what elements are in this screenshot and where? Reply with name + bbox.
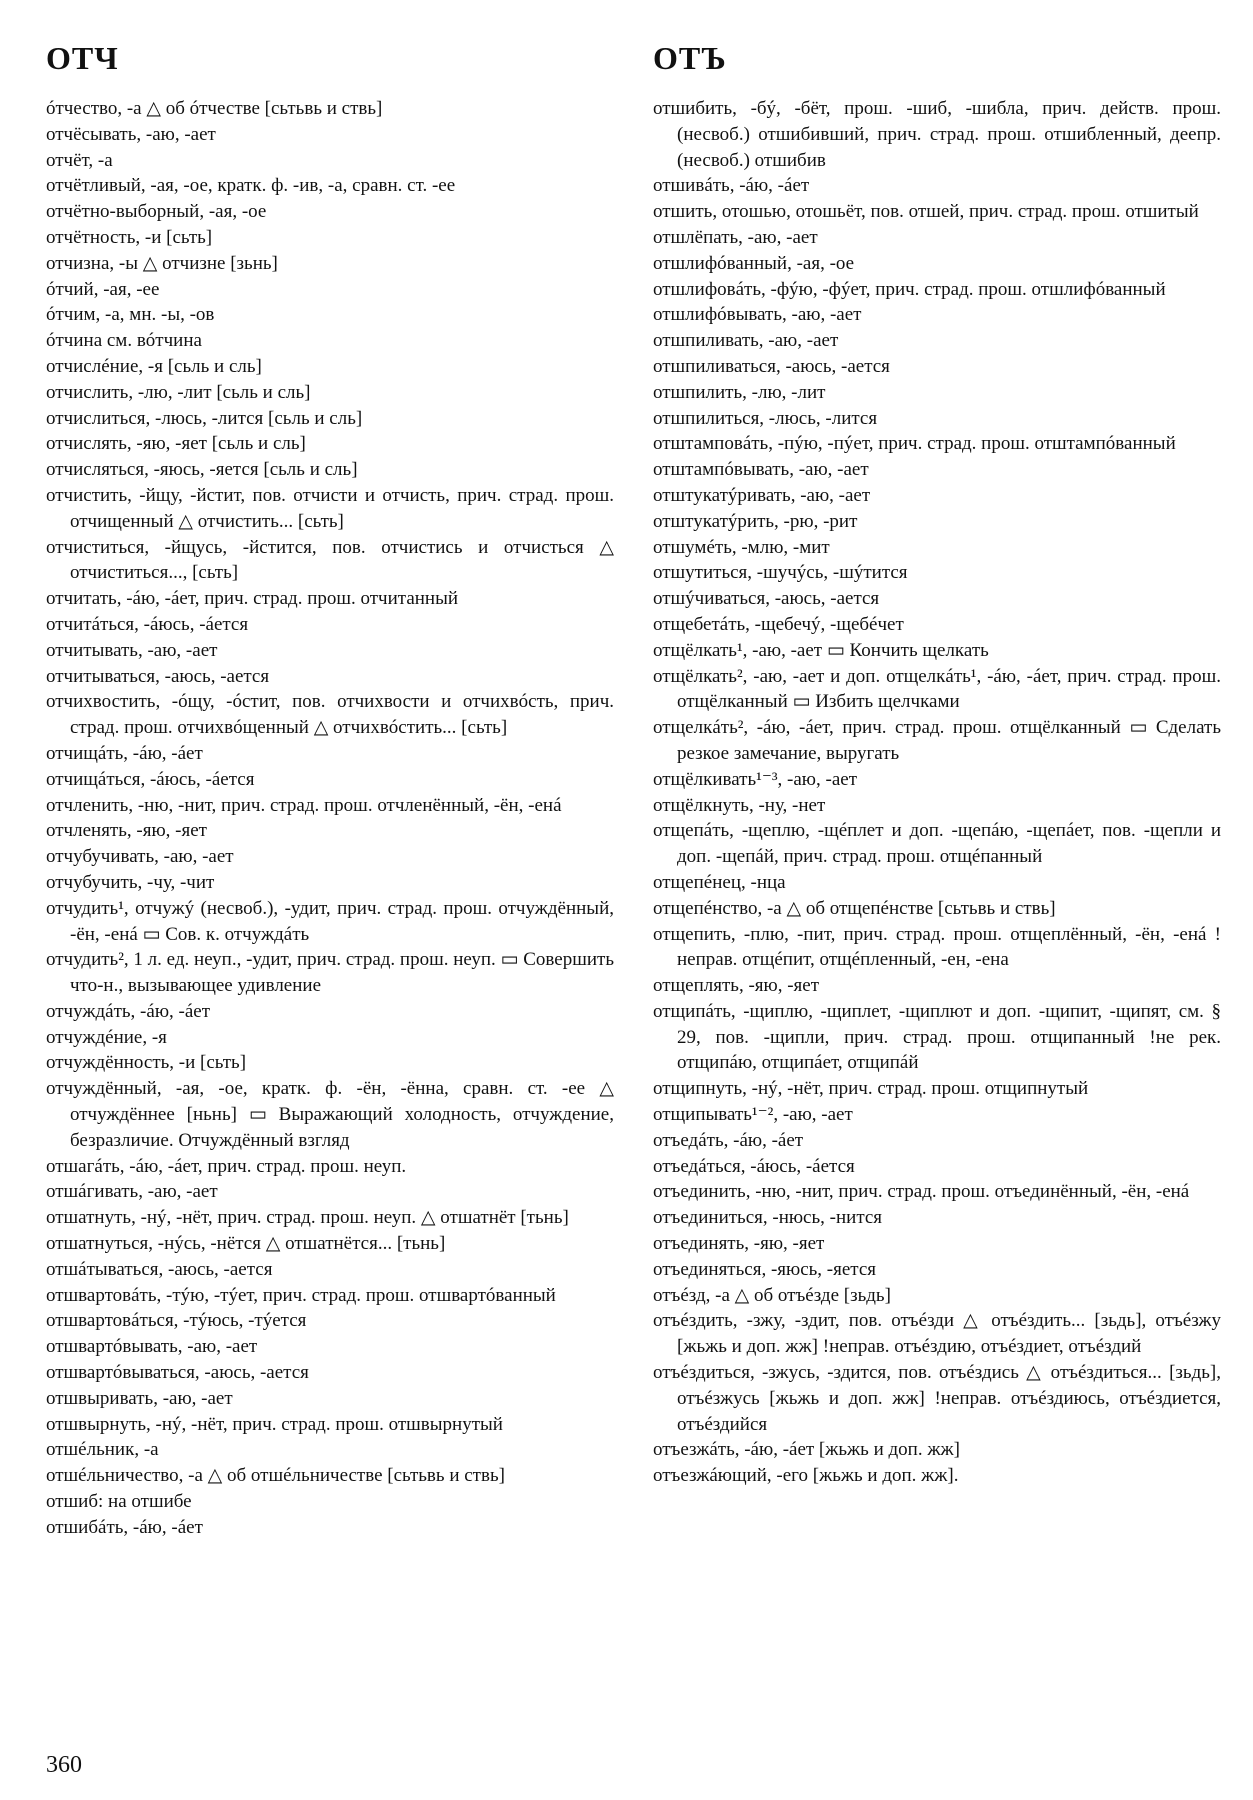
- entry-text: отчислиться, -люсь, -лится [сьль и сль]: [46, 407, 363, 429]
- dictionary-entry: [46, 1050, 614, 1076]
- entry-text: отшлифóвывать, -аю, -ает: [653, 304, 862, 326]
- entry-text: отшéльничество, -а △ об отшéльничестве [сьтьвь и ствь]: [46, 1465, 505, 1487]
- entry-text: óтчим, -а, мн. -ы, -ов: [46, 304, 215, 326]
- entry-text: отштампóвывать, -аю, -ает: [653, 459, 869, 481]
- dictionary-entry: [46, 1386, 614, 1412]
- dictionary-entry: [653, 870, 1221, 896]
- entry-text: отъéзд, -а △ об отъéзде [зьдь]: [653, 1284, 891, 1306]
- dictionary-entry: [46, 1154, 614, 1180]
- dictionary-entry: [653, 1283, 1221, 1309]
- dictionary-entry: [46, 328, 614, 354]
- dictionary-entry: [46, 793, 614, 819]
- entry-text: отшпилить, -лю, -лит: [653, 381, 826, 403]
- entry-text: отчизна, -ы △ отчизне [зьнь]: [46, 252, 278, 274]
- running-head-right: ОТЪ: [653, 40, 727, 76]
- dictionary-entry: [653, 406, 1221, 432]
- dictionary-entry: [653, 1463, 1221, 1489]
- dictionary-entry: [653, 199, 1221, 225]
- dictionary-entry: [653, 251, 1221, 277]
- dictionary-entry: [46, 818, 614, 844]
- entry-text: отштамповáть, -пýю, -пýет, прич. страд. прош. отштампóванный: [653, 433, 1176, 455]
- running-head-left: ОТЧ: [46, 40, 119, 76]
- dictionary-entry: [653, 560, 1221, 586]
- left-column: [46, 38, 614, 1541]
- entry-text: отщёлкать¹, -аю, -ает ▭ Кончить щелкать: [653, 639, 989, 661]
- dictionary-entry: [46, 638, 614, 664]
- entry-text: отчистить, -йщу, -йстит, пов. отчисти и отчисть, прич. страд. прош. отчищенный △ отчистить... [сьть]: [46, 484, 614, 532]
- entry-text: отъéздиться, -зжусь, -здится, пов. отъéздись △ отъéздиться... [зьдь], отъéзжусь [жьжь и доп. жж] !неправ. отъéздиюсь, отъéздиется, отъéздийся: [653, 1362, 1221, 1435]
- entry-text: отшýчиваться, -аюсь, -ается: [653, 588, 880, 610]
- dictionary-entry: [46, 1412, 614, 1438]
- dictionary-entry: [46, 1179, 614, 1205]
- dictionary-entry: [46, 612, 614, 638]
- entry-text: отчислéние, -я [сьль и сль]: [46, 355, 262, 377]
- dictionary-entry: [46, 277, 614, 303]
- dictionary-entry: [653, 1102, 1221, 1128]
- dictionary-entry: [653, 1257, 1221, 1283]
- dictionary-entry: [46, 844, 614, 870]
- entry-text: отчётно-выборный, -ая, -ое: [46, 201, 267, 223]
- dictionary-entry: [653, 277, 1221, 303]
- dictionary-entry: [653, 1360, 1221, 1437]
- entry-text: отчуждáть, -áю, -áет: [46, 1000, 211, 1022]
- entry-text: отщепéнец, -нца: [653, 871, 786, 893]
- entry-text: отшлифовáть, -фýю, -фýет, прич. страд. прош. отшлифóванный: [653, 278, 1166, 300]
- dictionary-entry: [653, 457, 1221, 483]
- entry-text: отщипнуть, -нý, -нёт, прич. страд. прош. отщипнутый: [653, 1078, 1089, 1100]
- entry-text: отшвартовáть, -тýю, -тýет, прич. страд. прош. отшвартóванный: [46, 1284, 556, 1306]
- entry-text: отщеплять, -яю, -яет: [653, 975, 820, 997]
- entry-text: отчленить, -ню, -нит, прич. страд. прош. отчленённый, -ён, -енá: [46, 794, 562, 816]
- entry-text: отшпиливаться, -аюсь, -ается: [653, 355, 890, 377]
- dictionary-entry: [653, 922, 1221, 974]
- entry-text: отчудить¹, отчужý (несвоб.), -удит, прич. страд. прош. отчуждённый, -ён, -енá ▭ Сов. к. отчуждáть: [46, 897, 614, 945]
- entry-text: отчищáть, -áю, -áет: [46, 742, 203, 764]
- dictionary-entry: [46, 767, 614, 793]
- dictionary-entry: [653, 664, 1221, 716]
- entry-text: отчуждéние, -я: [46, 1026, 167, 1048]
- entry-text: отъединить, -ню, -нит, прич. страд. прош. отъединённый, -ён, -енá: [653, 1181, 1190, 1203]
- entry-text: отшвартовáться, -тýюсь, -тýется: [46, 1310, 307, 1332]
- entry-text: отчислять, -яю, -яет [сьль и сль]: [46, 433, 306, 455]
- dictionary-entry: [653, 96, 1221, 173]
- entry-text: отщипывать¹⁻², -аю, -ает: [653, 1104, 853, 1126]
- entry-text: отщёлкивать¹⁻³, -аю, -ает: [653, 768, 857, 790]
- entry-text: отшпилиться, -люсь, -лится: [653, 407, 878, 429]
- entry-text: отшагáть, -áю, -áет, прич. страд. прош. неуп.: [46, 1155, 407, 1177]
- entry-text: отчётливый, -ая, -ое, кратк. ф. -ив, -а, сравн. ст. -ее: [46, 175, 456, 197]
- entry-text: отчитáться, -áюсь, -áется: [46, 613, 249, 635]
- dictionary-entry: [46, 741, 614, 767]
- dictionary-entry: [46, 173, 614, 199]
- dictionary-entry: [46, 431, 614, 457]
- entry-text: отшвартóвывать, -аю, -ает: [46, 1336, 258, 1358]
- entry-text: отщебетáть, -щебечý, -щебéчет: [653, 613, 904, 635]
- dictionary-entry: [653, 483, 1221, 509]
- entry-text: отчислить, -лю, -лит [сьль и сль]: [46, 381, 311, 403]
- entry-text: отшáтываться, -аюсь, -ается: [46, 1258, 273, 1280]
- entry-text: óтчий, -ая, -ее: [46, 278, 160, 300]
- dictionary-entry: [46, 1437, 614, 1463]
- dictionary-entry: [46, 896, 614, 948]
- dictionary-entry: [46, 457, 614, 483]
- entry-text: отъедáться, -áюсь, -áется: [653, 1155, 855, 1177]
- entry-text: отчуждённый, -ая, -ое, кратк. ф. -ён, -ённа, сравн. ст. -ее △ отчуждённее [ньнь] ▭ Выражающий холодность, отчуждение, безразличие. Отчуждённый взгляд: [46, 1078, 614, 1151]
- dictionary-entry: [653, 896, 1221, 922]
- dictionary-entry: [46, 251, 614, 277]
- entry-text: óтчество, -а △ об óтчестве [сьтьвь и ствь]: [46, 98, 383, 119]
- entry-text: отъединиться, -нюсь, -нится: [653, 1207, 883, 1229]
- entry-text: отшибáть, -áю, -áет: [46, 1516, 203, 1538]
- entry-text: отъедáть, -áю, -áет: [653, 1129, 804, 1151]
- dictionary-entry: [46, 1025, 614, 1051]
- dictionary-entry: [653, 818, 1221, 870]
- dictionary-entry: [46, 380, 614, 406]
- dictionary-entry: [653, 173, 1221, 199]
- entry-text: отштукатýрить, -рю, -рит: [653, 510, 858, 532]
- entry-text: отщелкáть², -áю, -áет, прич. страд. прош. отщёлканный ▭ Сделать резкое замечание, выругать: [653, 717, 1221, 764]
- entry-text: отшатнуть, -нý, -нёт, прич. страд. прош. неуп. △ отшатнёт [тьнь]: [46, 1207, 569, 1229]
- dictionary-entry: [46, 999, 614, 1025]
- dictionary-entry: [653, 535, 1221, 561]
- dictionary-entry: [46, 1283, 614, 1309]
- entry-text: отчёсывать, -аю, -ает: [46, 123, 216, 145]
- entry-text: отшлёпать, -аю, -ает: [653, 226, 818, 248]
- dictionary-entry: [46, 1463, 614, 1489]
- dictionary-entry: [653, 1437, 1221, 1463]
- dictionary-entry: [653, 1076, 1221, 1102]
- dictionary-entry: [46, 1489, 614, 1515]
- dictionary-entry: [653, 715, 1221, 767]
- entry-text: отчубучить, -чу, -чит: [46, 871, 215, 893]
- entry-text: отъезжáющий, -его [жьжь и доп. жж].: [653, 1465, 959, 1487]
- entry-text: отшáгивать, -аю, -ает: [46, 1181, 218, 1203]
- dictionary-entry: [46, 1205, 614, 1231]
- dictionary-entry: [46, 1334, 614, 1360]
- entry-text: отшибить, -бý, -бёт, прош. -шиб, -шибла, прич. действ. прош. (несвоб.) отшибивший, прич. страд. прош. отшибленный, деепр. (несвоб.) отшибив: [653, 98, 1221, 171]
- dictionary-entry: [46, 354, 614, 380]
- dictionary-entry: [46, 1257, 614, 1283]
- dictionary-entry: [653, 1205, 1221, 1231]
- dictionary-entry: [46, 1308, 614, 1334]
- entry-text: отшить, отошью, отошьёт, пов. отшей, прич. страд. прош. отшитый: [653, 201, 1199, 223]
- entry-text: отшлифóванный, -ая, -ое: [653, 252, 855, 274]
- entry-text: отчихвостить, -óщу, -óстит, пов. отчихвости и отчихвóсть, прич. страд. прош. отчихвóщенный △ отчихвóстить... [сьть]: [46, 691, 614, 739]
- entry-text: отщёлкать², -аю, -ает и доп. отщелкáть¹, -áю, -áет, прич. страд. прош. отщёлканный ▭ Избить щелчками: [653, 665, 1221, 713]
- dictionary-entry: [653, 1128, 1221, 1154]
- dictionary-entry: [653, 999, 1221, 1076]
- dictionary-entry: [653, 638, 1221, 664]
- entry-text: óтчина см. вóтчина: [46, 330, 202, 352]
- right-column: [653, 38, 1221, 1489]
- dictionary-entry: [653, 380, 1221, 406]
- dictionary-entry: [653, 1308, 1221, 1360]
- entry-text: отъединять, -яю, -яет: [653, 1233, 825, 1255]
- dictionary-entry: [653, 1231, 1221, 1257]
- dictionary-entry: [46, 870, 614, 896]
- entry-text: отъединяться, -яюсь, -яется: [653, 1258, 877, 1280]
- entry-text: отчитать, -áю, -áет, прич. страд. прош. отчитанный: [46, 588, 459, 610]
- dictionary-entry: [653, 767, 1221, 793]
- entry-text: отшутиться, -шучýсь, -шýтится: [653, 562, 908, 584]
- entry-text: отчуждённость, -и [сьть]: [46, 1052, 247, 1074]
- entry-text: отчленять, -яю, -яет: [46, 820, 207, 842]
- dictionary-entry: [46, 96, 614, 122]
- entry-text: отшвартóвываться, -аюсь, -ается: [46, 1362, 309, 1384]
- entry-text: отшвырнуть, -нý, -нёт, прич. страд. прош. отшвырнутый: [46, 1413, 503, 1435]
- entry-text: отщепáть, -щеплю, -щéплет и доп. -щепáю, -щепáет, пов. -щепли и доп. -щепáй, прич. страд. прош. отщéпанный: [653, 820, 1221, 868]
- entry-text: отшатнуться, -нýсь, -нётся △ отшатнётся... [тьнь]: [46, 1233, 446, 1255]
- dictionary-entry: [653, 328, 1221, 354]
- dictionary-entry: [653, 431, 1221, 457]
- entry-text: отчищáться, -áюсь, -áется: [46, 768, 255, 790]
- dictionary-entry: [46, 1076, 614, 1153]
- entry-text: отштукатýривать, -аю, -ает: [653, 484, 871, 506]
- dictionary-entry: [46, 1231, 614, 1257]
- dictionary-entry: [46, 1360, 614, 1386]
- page-number: 360: [46, 1752, 82, 1778]
- entry-text: отшиб: на отшибе: [46, 1491, 192, 1513]
- dictionary-entry: [46, 483, 614, 535]
- dictionary-entry: [653, 1154, 1221, 1180]
- dictionary-entry: [653, 973, 1221, 999]
- entry-text: отчисляться, -яюсь, -яется [сьль и сль]: [46, 459, 358, 481]
- entry-text: отчитывать, -аю, -ает: [46, 639, 218, 661]
- dictionary-entry: [46, 535, 614, 587]
- entry-text: отшивáть, -áю, -áет: [653, 175, 810, 197]
- entry-text: отъезжáть, -áю, -áет [жьжь и доп. жж]: [653, 1439, 960, 1461]
- entry-text: отчитываться, -аюсь, -ается: [46, 665, 270, 687]
- dictionary-entry: [653, 612, 1221, 638]
- dictionary-entry: [653, 354, 1221, 380]
- dictionary-entry: [46, 1515, 614, 1541]
- dictionary-entry: [653, 793, 1221, 819]
- dictionary-entry: [653, 509, 1221, 535]
- dictionary-entry: [46, 406, 614, 432]
- dictionary-entry: [653, 302, 1221, 328]
- dictionary-entry: [46, 302, 614, 328]
- entry-text: отщепить, -плю, -пит, прич. страд. прош. отщеплённый, -ён, -енá !неправ. отщéпит, отщéпленный, -ен, -ена: [653, 923, 1221, 971]
- dictionary-entry: [46, 122, 614, 148]
- entry-text: отчубучивать, -аю, -ает: [46, 846, 234, 868]
- dictionary-entry: [46, 664, 614, 690]
- dictionary-entry: [46, 689, 614, 741]
- dictionary-entry: [653, 1179, 1221, 1205]
- entry-text: отшéльник, -а: [46, 1439, 159, 1461]
- dictionary-entry: [46, 586, 614, 612]
- entry-text: отъéздить, -зжу, -здит, пов. отъéзди △ отъéздить... [зьдь], отъéзжу [жьжь и доп. жж] !неправ. отъéздию, отъéздиет, отъéздий: [653, 1310, 1221, 1358]
- dictionary-entry: [653, 225, 1221, 251]
- entry-text: отшумéть, -млю, -мит: [653, 536, 830, 558]
- entry-text: отщипáть, -щиплю, -щиплет, -щиплют и доп. -щипит, -щипят, см. § 29, пов. -щипли, прич. страд. прош. отщипанный !не рек. отщипáю, отщипáет, отщипáй: [653, 1000, 1221, 1074]
- dictionary-entry: [46, 199, 614, 225]
- dictionary-entry: [653, 586, 1221, 612]
- entry-text: отщёлкнуть, -ну, -нет: [653, 794, 826, 816]
- entry-text: отшвыривать, -аю, -ает: [46, 1387, 233, 1409]
- entry-text: отчиститься, -йщусь, -йстится, пов. отчистись и отчисться △ отчиститься..., [сьть]: [46, 536, 614, 584]
- dictionary-entry: [46, 148, 614, 174]
- entry-text: отщепéнство, -а △ об отщепéнстве [сьтьвь и ствь]: [653, 897, 1056, 919]
- entry-text: отчётность, -и [сьть]: [46, 226, 213, 248]
- dictionary-entry: [46, 947, 614, 999]
- entry-text: отшпиливать, -аю, -ает: [653, 330, 839, 352]
- entry-text: отчудить², 1 л. ед. неуп., -удит, прич. страд. прош. неуп. ▭ Совершить что-н., вызывающее удивление: [46, 949, 614, 997]
- entry-text: отчёт, -а: [46, 149, 113, 171]
- dictionary-entry: [46, 225, 614, 251]
